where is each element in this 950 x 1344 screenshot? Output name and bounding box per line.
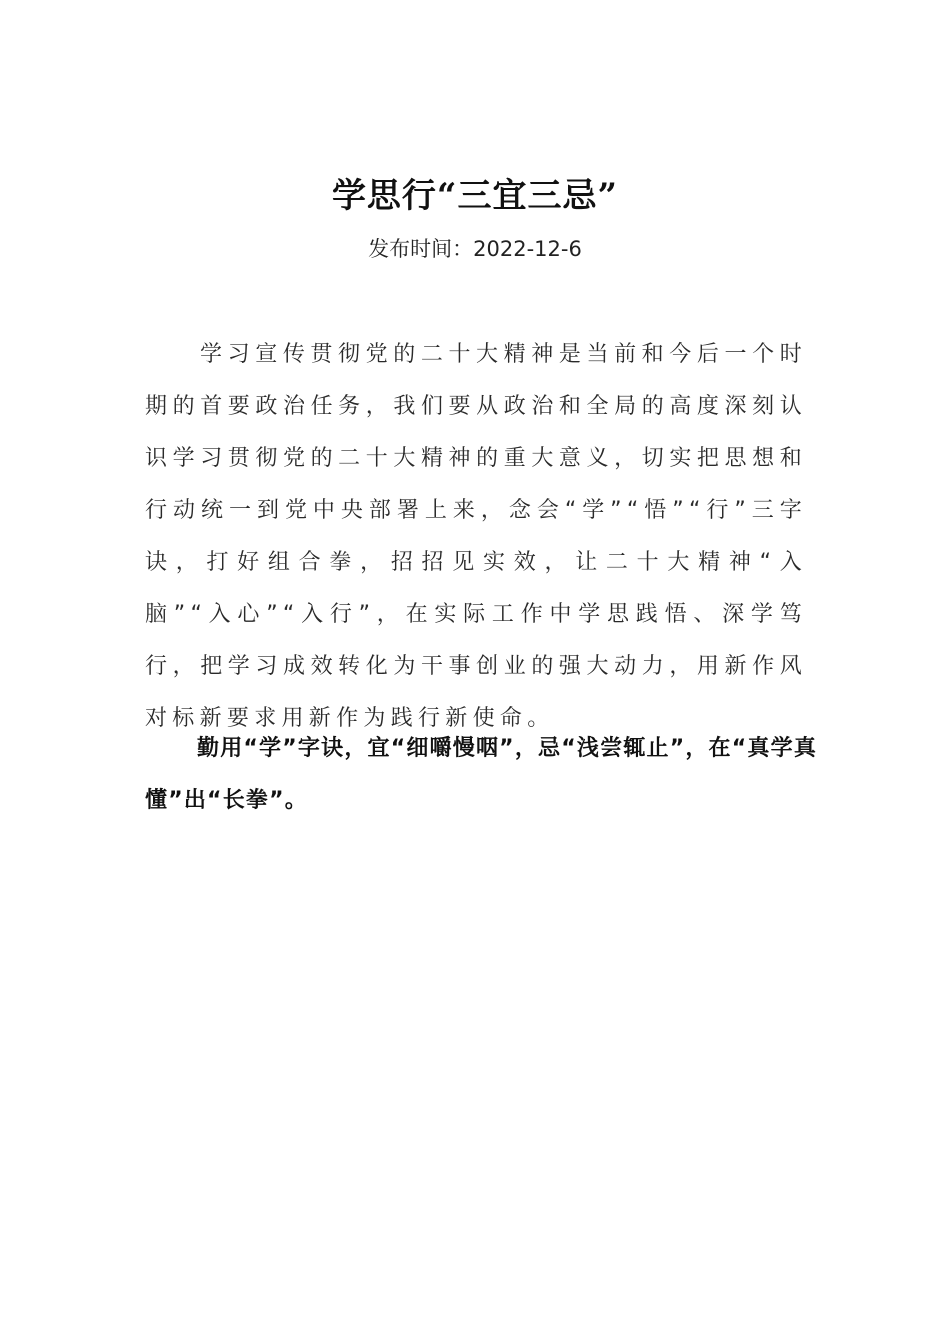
publish-date: 发布时间：2022-12-6 bbox=[368, 237, 582, 261]
document-title: 学思行“三宜三忌” bbox=[331, 176, 619, 216]
body-paragraph-2-bold: 勤用“学”字诀，宜“细嚼慢咽”，忌“浅尝辄止”，在“真学真懂”出“长拳”。 bbox=[145, 736, 818, 813]
body-paragraph-1: 学习宣传贯彻党的二十大精神是当前和今后一个时期的首要政治任务，我们要从政治和全局的高度深刻认识学习贯彻党的二十大精神的重大意义，切实把思想和行动统一到党中央部署上来，念会“学”“悟”“行”三字诀，打好组合拳，招招见实效，让二十大精神“入脑”“入心”“入行”，在实际工作中学思践悟、深学笃行，把学习成效转化为干事创业的强大动力，用新作风对标新要求用新作为践行新使命。 bbox=[145, 342, 807, 731]
